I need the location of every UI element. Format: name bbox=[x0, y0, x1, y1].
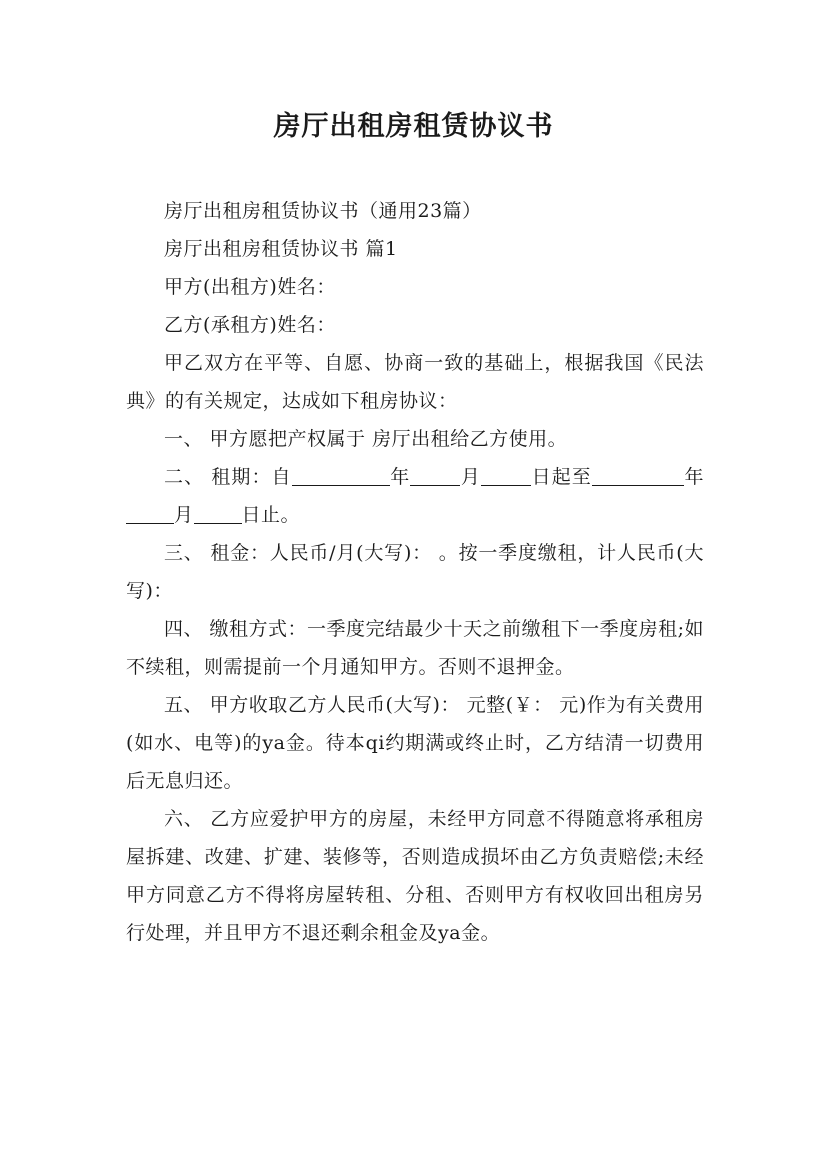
paragraph-preamble: 甲乙双方在平等、自愿、协商一致的基础上，根据我国《民法典》的有关规定，达成如下租房协议： bbox=[126, 352, 704, 412]
paragraph-clause-6: 六、 乙方应爱护甲方的房屋，未经甲方同意不得随意将承租房屋拆建、改建、扩建、装修等，否则造成损坏由乙方负责赔偿;未经甲方同意乙方不得将房屋转租、分租、否则甲方有权收回出租房另行处理，并且甲方不退还剩余租金及ya金。 bbox=[126, 808, 704, 944]
paragraph-party-a: 甲方(出租方)姓名： bbox=[164, 276, 336, 298]
blank-end-month bbox=[126, 502, 174, 524]
clause-2-text-g: 日止。 bbox=[241, 504, 301, 526]
clause-2-text-d: 日起至 bbox=[531, 466, 592, 488]
paragraph-section-heading: 房厅出租房租赁协议书 篇1 bbox=[164, 238, 398, 260]
blank-end-year bbox=[592, 464, 684, 486]
document-title: 房厅出租房租赁协议书 bbox=[273, 111, 554, 142]
clause-2-text-a: 二、 租期：自 bbox=[164, 466, 292, 488]
document-body bbox=[126, 192, 704, 952]
clause-2-text-e: 年 bbox=[683, 466, 704, 488]
blank-start-day bbox=[481, 464, 531, 486]
paragraph-clause-1: 一、 甲方愿把产权属于 房厅出租给乙方使用。 bbox=[164, 428, 568, 450]
paragraph-clause-2 bbox=[126, 458, 704, 534]
paragraph-clause-5: 五、 甲方收取乙方人民币(大写)： 元整(￥： 元)作为有关费用(如水、电等)的ya金。待本qi约期满或终止时，乙方结清一切费用后无息归还。 bbox=[126, 694, 704, 792]
paragraph-party-b: 乙方(承租方)姓名： bbox=[164, 314, 336, 336]
paragraph-clause-3: 三、 租金：人民币/月(大写)： 。按一季度缴租，计人民币(大写)： bbox=[126, 542, 704, 602]
clause-2-text-f: 月 bbox=[174, 504, 194, 526]
blank-start-month bbox=[410, 464, 460, 486]
blank-end-day bbox=[194, 502, 242, 524]
blank-start-year bbox=[292, 464, 390, 486]
clause-2-text-b: 年 bbox=[389, 466, 411, 488]
paragraph-subtitle: 房厅出租房租赁协议书（通用23篇） bbox=[164, 200, 482, 222]
paragraph-clause-4: 四、 缴租方式：一季度完结最少十天之前缴租下一季度房租;如不续租，则需提前一个月通知甲方。否则不退押金。 bbox=[126, 618, 704, 678]
clause-2-text-c: 月 bbox=[460, 466, 482, 488]
